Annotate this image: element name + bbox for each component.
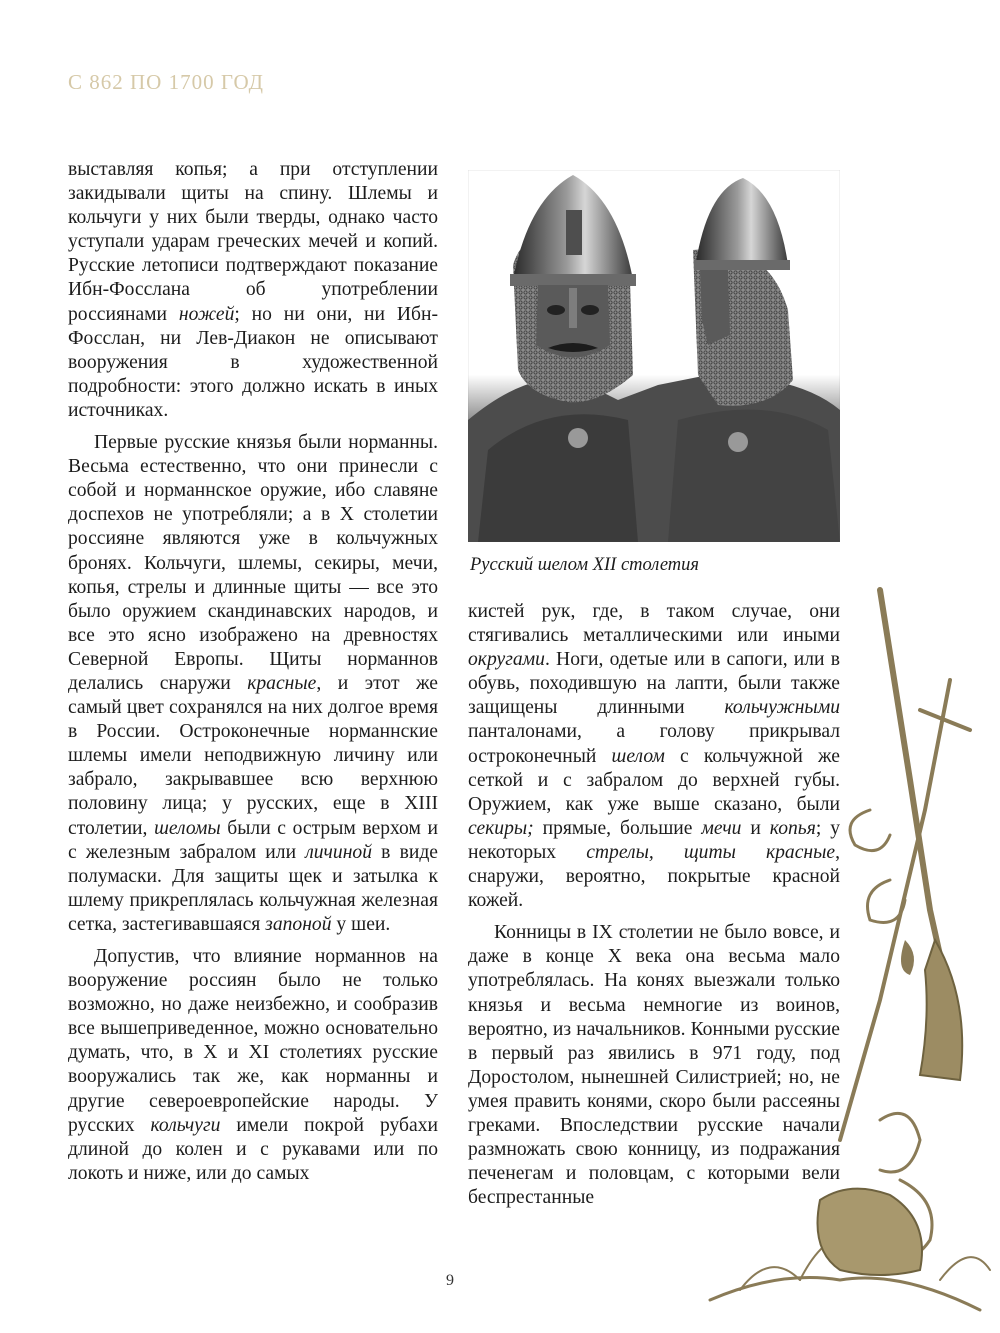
text-run: Допустив, что влияние норманнов на вооружение россиян было не только возможно, но даже неизбежно, и сообразив все вышеприведенное, можно основательно думать, что, в X и XI столетиях русские вооружались так же, как норманны и другие североевропейские народы. У русских bbox=[68, 946, 438, 1136]
italic-term: кольчужными bbox=[724, 697, 840, 719]
text-run: выставляя копья; а при отступлении закидывали щиты на спину. Шлемы и кольчуги у них были тверды, однако часто уступали ударам греческих мечей и копий. Русские летописи подтверждают показание Ибн-Фосслана об употреблении россиянами bbox=[68, 159, 438, 325]
text-run: , снаружи, вероятно, покрытые красной кожей. bbox=[468, 841, 840, 912]
paragraph bbox=[68, 945, 438, 1186]
italic-term: запоной bbox=[265, 913, 332, 935]
italic-term: ножей bbox=[178, 303, 235, 325]
text-run: , и этот же самый цвет сохранялся на них долгое время в России. Остроконечные норманнские шлемы имели неподвижную личину или забрало, закрывавшее всю верхнюю половину лица; у русских, еще в XIII столетии, bbox=[68, 672, 438, 839]
paragraph bbox=[68, 158, 438, 423]
italic-term: стрелы, щиты красные bbox=[586, 841, 836, 863]
text-run: ; у некоторых bbox=[468, 817, 840, 863]
text-run: прямые, большие bbox=[533, 817, 702, 839]
italic-term: секиры; bbox=[468, 817, 534, 839]
italic-term: мечи bbox=[701, 817, 742, 839]
text-run: кистей рук, где, в таком случае, они стягивались металлическими или иными bbox=[468, 601, 840, 647]
text-run: панталонами, а голову прикрывал остроконечный bbox=[468, 721, 840, 767]
text-run: были с острым верхом и с железным забралом или bbox=[68, 817, 438, 863]
text-run: ; но ни они, ни Ибн-Фосслан, ни Лев-Диакон не описывают вооружения в художественной подробности: этого должно искать в иных источниках. bbox=[68, 303, 438, 421]
italic-term: красные bbox=[247, 672, 317, 694]
italic-term: шеломы bbox=[154, 817, 221, 839]
italic-term: шелом bbox=[611, 745, 665, 767]
text-run: имели покрой рубахи длиной до колен и с рукавами или по локоть и ниже, или до самых bbox=[68, 1114, 438, 1184]
running-head: С 862 ПО 1700 ГОД bbox=[68, 70, 264, 94]
figure-caption: Русский шелом XII столетия bbox=[470, 555, 700, 575]
text-run: у шеи. bbox=[331, 913, 391, 935]
weapons-ornament bbox=[680, 580, 1000, 1320]
helmet-illustration bbox=[468, 170, 840, 542]
left-text-column bbox=[68, 158, 438, 1186]
italic-term: округами bbox=[468, 649, 545, 671]
italic-term: копья bbox=[769, 817, 816, 839]
text-run: Первые русские князья были норманны. Весьма естественно, что они принесли с собой и норманнское оружие, ибо славяне доспехов не употребляли; а в X столетии россияне являются уже в кольчужных бронях. Кольчуги, шлемы, секиры, мечи, копья, стрелы и длинные щиты — все это было оружием скандинавских народов, и все это ясно изображено на древностях Северной Европы. Щиты норманнов делались снаружи bbox=[68, 432, 438, 694]
text-run: Конницы в IX столетии не было вовсе, и даже в конце X века она весьма мало употреблялась. На конях выезжали только князья и весьма немногие из воинов, вероятно, из начальников. Конными русские в первый раз явились в 971 году, под Доростолом, нынешней Силистрией; но, не умея править конями, скоро были рассеяны греками. Впоследствии русские начали размножать свою конницу, из подражания печенегам и половцам, с которыми вели беспрестанные bbox=[468, 922, 840, 1209]
italic-term: личиной bbox=[305, 841, 373, 863]
text-run: с кольчужной же сеткой и с забралом до верхней губы. Оружием, как уже выше сказано, были bbox=[468, 745, 840, 815]
italic-term: кольчуги bbox=[150, 1114, 221, 1136]
text-run: в виде полумаски. Для защиты щек и затылка к шлему прикреплялась кольчужная железная сетка, застегивавшаяся bbox=[68, 841, 438, 935]
page-number: 9 bbox=[446, 1272, 454, 1289]
paragraph bbox=[68, 431, 438, 937]
text-run: и bbox=[741, 817, 770, 839]
text-run: . Ноги, одетые или в сапоги, или в обувь, походившую на лапти, были также защищены длинными bbox=[468, 649, 840, 719]
